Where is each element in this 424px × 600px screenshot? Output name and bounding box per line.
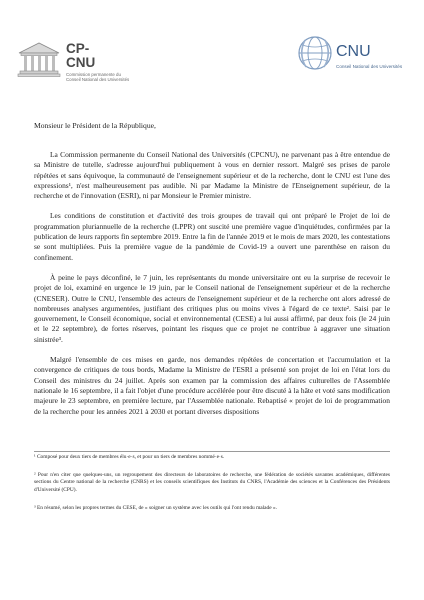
footnote: ¹ Composé pour deux tiers de membres élu·e·s, et pour un tiers de membres nommé·e·s. — [34, 454, 225, 460]
cpcnu-subtitle — [66, 72, 129, 82]
footnote: ³ En résumé, selon les propres termes du CESE, de « soigner un système avec les outils qui l'ont rendu malade ». — [34, 504, 278, 511]
letter-paragraph: À peine le pays déconfiné, le 7 juin, les représentants du monde universitaire ont eu la surprise de recevoir le projet de loi, examiné en urgence le 19 juin, par le Conseil national de l'enseignement supérieur et de la recherche (CNESER). Outre le CNU, l'ensemble des acteurs de l'enseignement supérieur et de la recherche ont alors adressé de nombreuses analyses argumentées, justifiant des critiques plus ou moins vives à l'égard de ce texte². Saisi par le gouvernement, le Conseil économique, social et environnemental (CESE) a lui aussi affirmé, par deux fois (le 24 juin et le 22 septembre), de fortes réserves, pointant les risques que ce projet ne contribue à aggraver une situation sinistrée³. — [34, 272, 390, 344]
cnu-logo — [296, 34, 408, 86]
globe-icon — [296, 34, 334, 72]
cpcnu-title — [66, 42, 95, 70]
cpcnu-title-line2: CNU — [66, 55, 96, 70]
cpcnu-subtitle-line2: Conseil National des Universités — [66, 77, 130, 83]
letter-salutation: Monsieur le Président de la République, — [34, 121, 156, 130]
temple-icon — [16, 40, 62, 80]
cpcnu-logo — [16, 40, 144, 86]
footnote-separator — [34, 451, 390, 452]
letter-paragraph: Les conditions de constitution et d'activité des trois groupes de travail qui ont préparé le Projet de loi de programmation pluriannuelle de la recherche (LPPR) ont suscité une première vague d'inquiétudes, confirmées par la publication de leurs rapports fin septembre 2019. Entre la fin de l'année 2019 et le mois de mars 2020, les contestations se sont multipliées. Puis la première vague de la pandémie de Covid-19 a ouvert une parenthèse en raison du confinement. — [34, 211, 390, 262]
cpcnu-subtitle-line1: Commission permanente du — [66, 72, 121, 77]
cpcnu-title-line1: CP- — [66, 41, 90, 56]
letter-paragraph: Malgré l'ensemble de ces mises en garde, nos demandes répétées de concertation et l'accumulation et la convergence de critiques de tous bords, Madame la Ministre de l'ESRI a présenté son projet de loi en l'état lors du Conseil des ministres du 24 juillet. Après son examen par la commission des affaires culturelles de l'Assemblée nationale le 16 septembre, il a fait l'objet d'une procédure accélérée pour être discuté à la hâte et voté sans modification majeure le 23 septembre, en première lecture, par l'Assemblée nationale. Rebaptisé « projet de loi de programmation de la recherche pour les années 2021 à 2030 et portant diverses dispositions — [34, 355, 390, 416]
footnotes — [34, 454, 390, 523]
cnu-subtitle: Conseil National des Universités — [336, 64, 403, 69]
footnote: ² Pour n'en citer que quelques-uns, un regroupement des directeurs de laboratoires de recherche, une fédération de sociétés savantes académiques, différentes sections du Centre national de la recherche (CNRS) et les conseils scientifiques des Instituts du CNRS, l'Académie des sciences et la Conférences des Présidents d'Université (CPU). — [34, 472, 390, 493]
cnu-title: CNU — [336, 43, 371, 60]
letter-paragraph: La Commission permanente du Conseil National des Universités (CPCNU), ne parvenant pas à être entendue de sa Ministre de tutelle, s'adresse aujourd'hui publiquement à vous en dernier ressort. Malgré ses prises de parole répétées et sans équivoque, la communauté de l'enseignement supérieur et de la recherche, dont le CNU est l'une des expressions¹, n'est malheureusement pas audible. Ni par Madame la Ministre de l'Enseignement supérieur, de la recherche et de l'innovation (ESRI), ni par Monsieur le Premier ministre. — [34, 150, 390, 201]
letter-body — [34, 150, 390, 427]
